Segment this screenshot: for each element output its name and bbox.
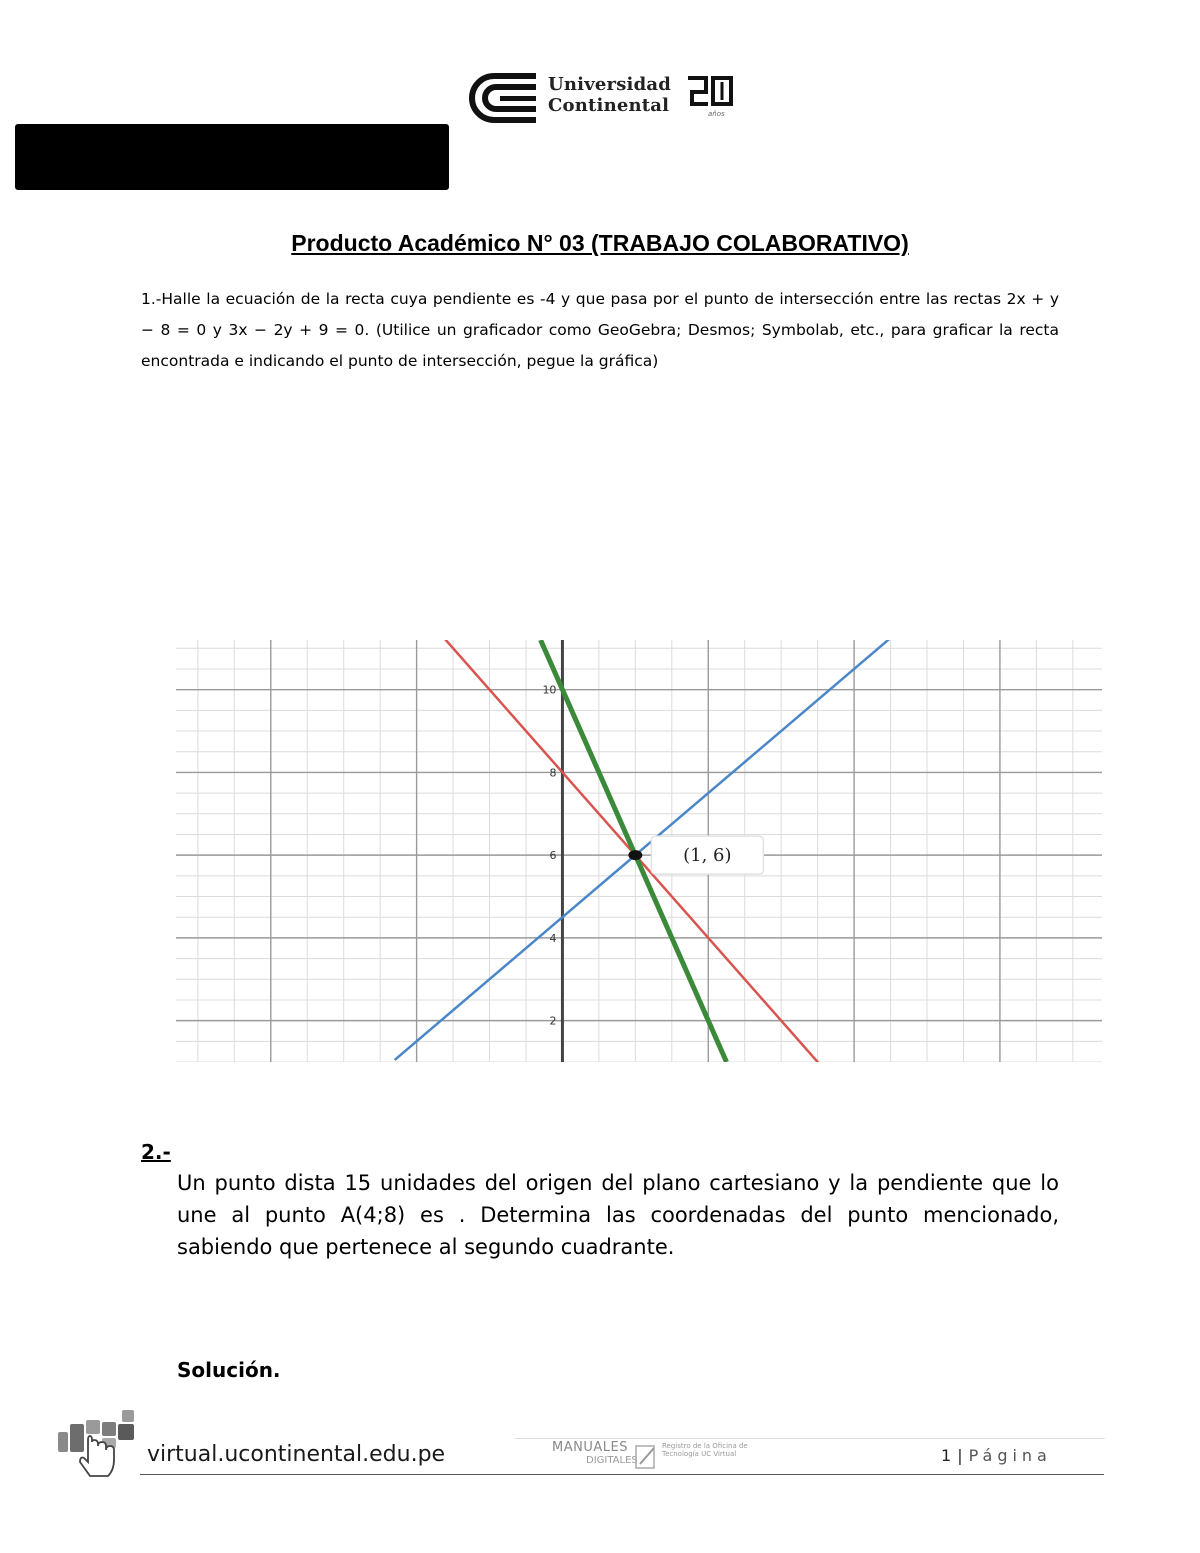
page-indicator [941,1446,1052,1465]
manuales-line1: MANUALES [552,1440,628,1455]
page-separator: | [957,1446,963,1465]
graph-svg [176,640,1102,1062]
manuales-digitales-logo [552,1440,662,1474]
footer-divider-top [515,1438,1105,1439]
y-tick-label: 8 [549,766,557,780]
university-name-line1: Universidad [548,74,672,95]
footer-divider [140,1474,1104,1475]
y-tick-label: 4 [549,931,557,945]
university-name-line2: Continental [548,95,670,116]
footer-url: virtual.ucontinental.edu.pe [147,1442,446,1467]
manuales-line2: DIGITALES [586,1455,638,1466]
anniversary-label: años [708,110,725,118]
y-tick-label: 10 [542,683,557,697]
registro-text: Registro de la Oficina de Tecnología UC Virtual [662,1442,748,1458]
page-number: 1 [941,1446,952,1465]
y-tick-label: 6 [549,849,557,863]
y-tick-label: 2 [549,1014,557,1028]
question-2-number: 2.- [141,1140,171,1164]
question-2-text: Un punto dista 15 unidades del origen del plano cartesiano y la pendiente que lo une al punto A(4;8) es . Determina las coordenadas del punto mencionado, sabiendo que pertenece al segundo cuadrante. [177,1171,1059,1259]
university-name [548,74,671,116]
university-logo [466,70,736,126]
document-title: Producto Académico N° 03 (TRABAJO COLABORATIVO) [291,230,909,256]
anniversary-20-icon [686,74,734,108]
page-word: Página [968,1446,1052,1465]
solution-label: Solución. [177,1358,281,1382]
continental-c-logo-icon [466,70,546,126]
question-1-text: 1.-Halle la ecuación de la recta cuya pendiente es -4 y que pasa por el punto de intersección entre las rectas 2x + y − 8 = 0 y 3x − 2y + 9 = 0. (Utilice un graficador como GeoGebra; Desmos; Symbolab, etc., para graficar la recta encontrada e indicando el punto de intersección, pegue la gráfica) [141,290,1059,370]
redacted-block [15,124,449,190]
point-label: (1, 6) [683,845,732,867]
intersection-point [628,850,642,860]
virtual-hand-icon [58,1410,140,1482]
line-graph [176,640,1102,1062]
pencil-icon [634,1442,658,1470]
series-line-3 [395,640,891,1060]
